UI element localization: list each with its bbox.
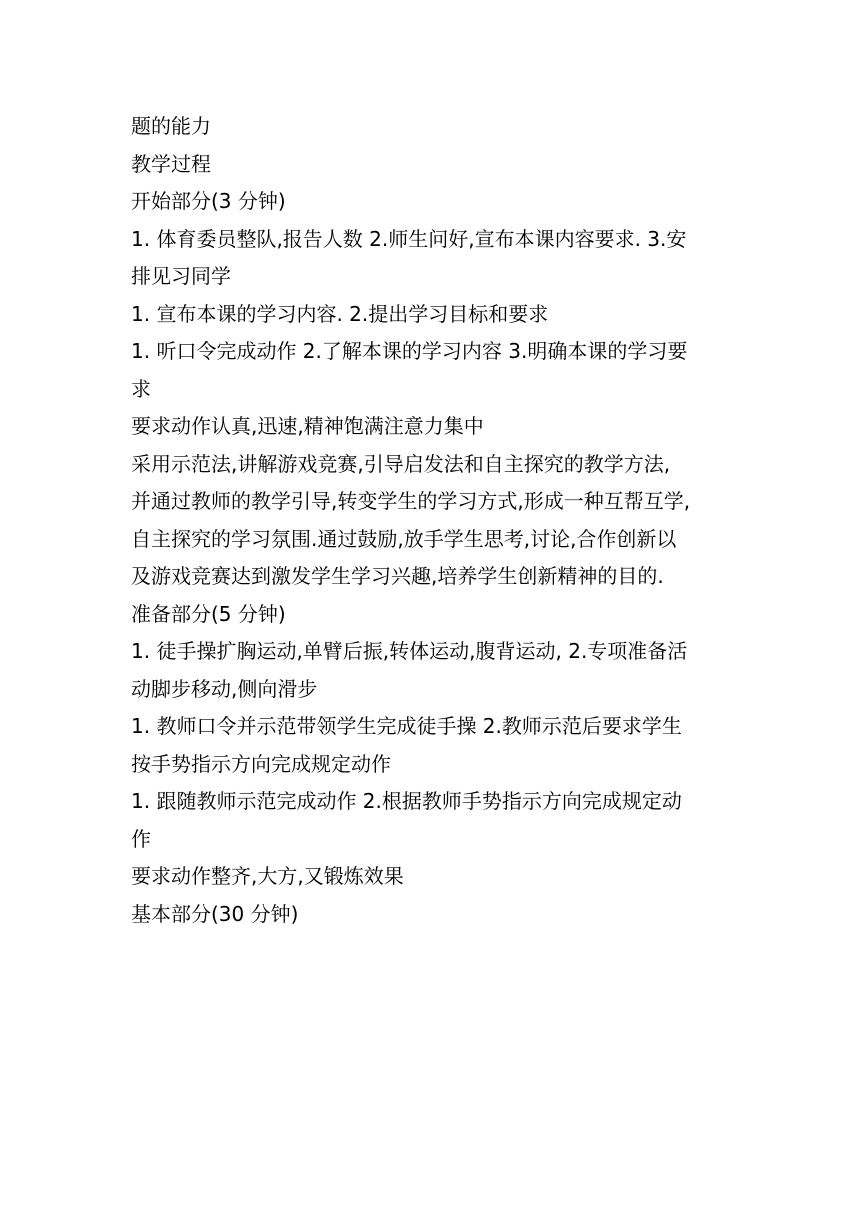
text-line: 要求动作整齐,大方,又锻炼效果 — [131, 864, 404, 888]
text-line: 1. 宣布本课的学习内容. 2.提出学习目标和要求 — [131, 301, 549, 326]
text-line: 1. 徒手操扩胸运动,单臂后振,转体运动,腹背运动, 2.专项准备活 — [131, 639, 688, 663]
text-line: 采用示范法,讲解游戏竞赛,引导启发法和自主探究的教学方法, — [131, 451, 671, 476]
text-line: 题的能力 — [131, 114, 211, 138]
section-heading: 准备部分(5 分钟) — [131, 601, 286, 626]
text-line: 动脚步移动,侧向滑步 — [131, 676, 318, 701]
text-line: 1. 教师口令并示范带领学生完成徒手操 2.教师示范后要求学生 — [131, 714, 682, 738]
text-line: 求 — [131, 376, 151, 401]
text-line: 按手势指示方向完成规定动作 — [131, 751, 391, 776]
section-heading: 教学过程 — [131, 151, 211, 176]
text-line: 作 — [131, 826, 151, 851]
text-line: 及游戏竞赛达到激发学生学习兴趣,培养学生创新精神的目的. — [131, 564, 664, 588]
section-heading: 基本部分(30 分钟) — [131, 901, 299, 926]
section-heading: 开始部分(3 分钟) — [131, 189, 286, 213]
text-line: 1. 跟随教师示范完成动作 2.根据教师手势指示方向完成规定动 — [131, 789, 682, 813]
text-line: 排见习同学 — [131, 264, 231, 288]
document-body — [131, 108, 736, 933]
text-line: 1. 听口令完成动作 2.了解本课的学习内容 3.明确本课的学习要 — [131, 339, 688, 363]
text-line: 1. 体育委员整队,报告人数 2.师生问好,宣布本课内容要求. 3.安 — [131, 226, 687, 251]
text-line: 要求动作认真,迅速,精神饱满注意力集中 — [131, 414, 484, 438]
text-line: 并通过教师的教学引导,转变学生的学习方式,形成一种互帮互学, — [131, 489, 691, 513]
text-line: 自主探究的学习氛围.通过鼓励,放手学生思考,讨论,合作创新以 — [131, 526, 677, 551]
